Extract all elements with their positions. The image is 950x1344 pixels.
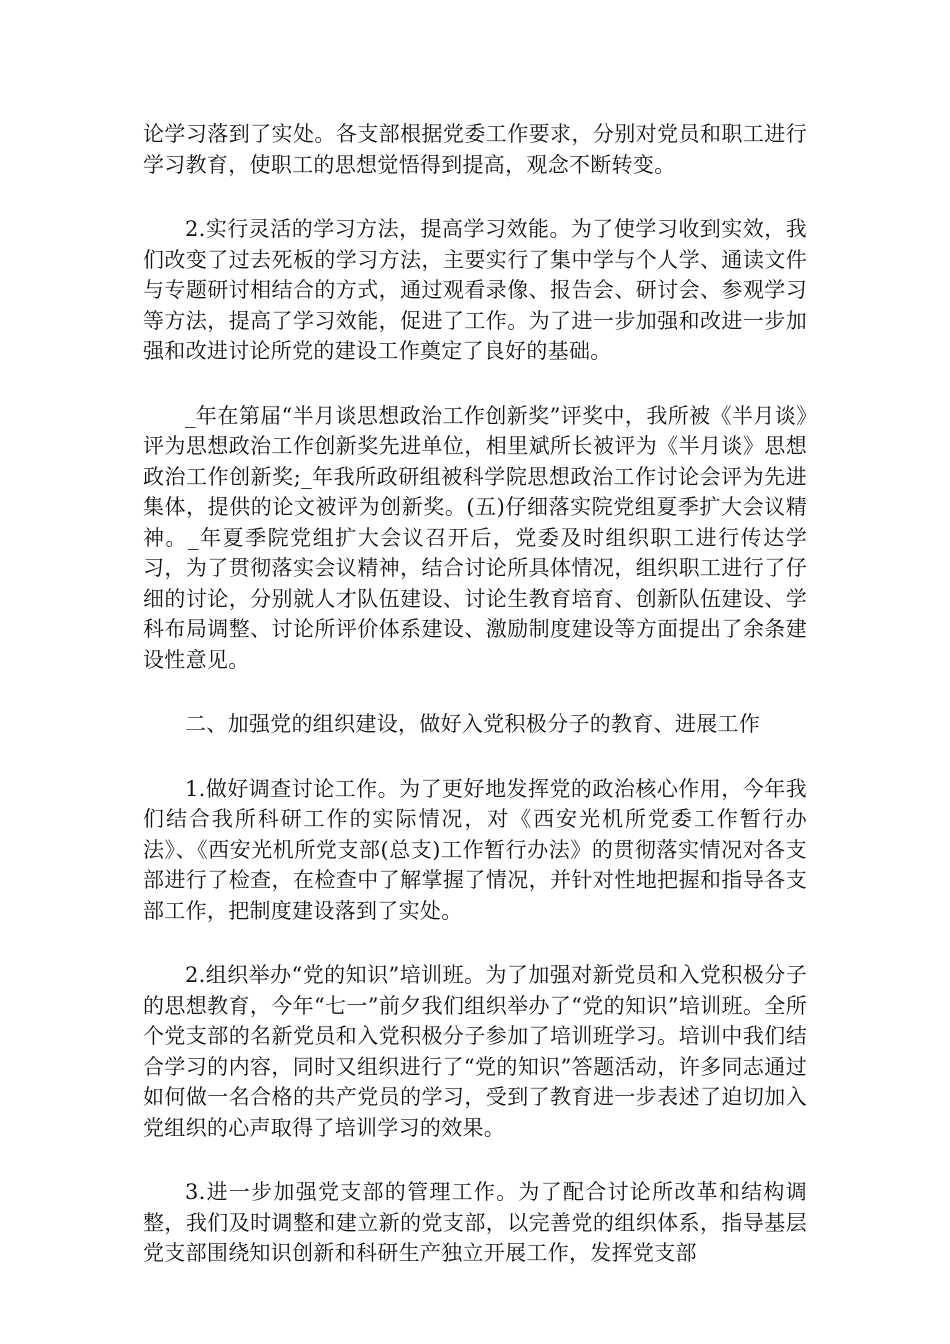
paragraph-learning-methods: 2.实行灵活的学习方法，提高学习效能。为了使学习收到实效，我们改变了过去死板的学习方法，主要实行了集中学与个人学、通读文件与专题研讨相结合的方式，通过观看录像、报告会、研讨会、参观学习等方法，提高了学习效能，促进了工作。为了进一步加强和改进一步加强和改进讨论所党的建设工作奠定了良好的基础。 [143,217,807,363]
paragraph-training: 2.组织举办“党的知识”培训班。为了加强对新党员和入党积极分子的思想教育，今年“七一”前夕我们组织举办了“党的知识”培训班。全所个党支部的名新党员和入党积极分子参加了培训班学习。培训中我们结合学习的内容，同时又组织进行了“党的知识”答题活动，许多同志通过如何做一名合格的共产党员的学习，受到了教育进一步表述了迫切加入党组织的心声取得了培训学习的效果。 [143,963,807,1140]
paragraph-branch-management: 3.进一步加强党支部的管理工作。为了配合讨论所改革和结构调整，我们及时调整和建立新的党支部，以完善党的组织体系，指导基层党支部围绕知识创新和科研生产独立开展工作，发挥党支部 [143,1180,807,1265]
paragraph-award: _年在第届“半月谈思想政治工作创新奖”评奖中，我所被《半月谈》评为思想政治工作创新奖先进单位，相里斌所长被评为《半月谈》思想政治工作创新奖;_年我所政研组被科学院思想政治工作讨论会评为先进集体，提供的论文被评为创新奖。(五)仔细落实院党组夏季扩大会议精神。_年夏季院党组扩大会议召开后，党委及时组织职工进行传达学习，为了贯彻落实会议精神，结合讨论所具体情况，组织职工进行了仔细的讨论，分别就人才队伍建设、讨论生教育培育、创新队伍建设、学科布局调整、讨论所评价体系建设、激励制度建设等方面提出了余条建设性意见。 [143,403,807,672]
paragraph-continuation: 论学习落到了实处。各支部根据党委工作要求，分别对党员和职工进行学习教育，使职工的思想觉悟得到提高，观念不断转变。 [143,122,807,177]
document-page [143,112,807,1269]
paragraph-investigation: 1.做好调查讨论工作。为了更好地发挥党的政治核心作用，今年我们结合我所科研工作的实际情况，对《西安光机所党委工作暂行办法》、《西安光机所党支部(总支)工作暂行办法》的贯彻落实情况对各支部进行了检查，在检查中了解掌握了情况，并针对性地把握和指导各支部工作，把制度建设落到了实处。 [143,776,807,923]
section-heading: 二、加强党的组织建设，做好入党积极分子的教育、进展工作 [185,712,761,736]
